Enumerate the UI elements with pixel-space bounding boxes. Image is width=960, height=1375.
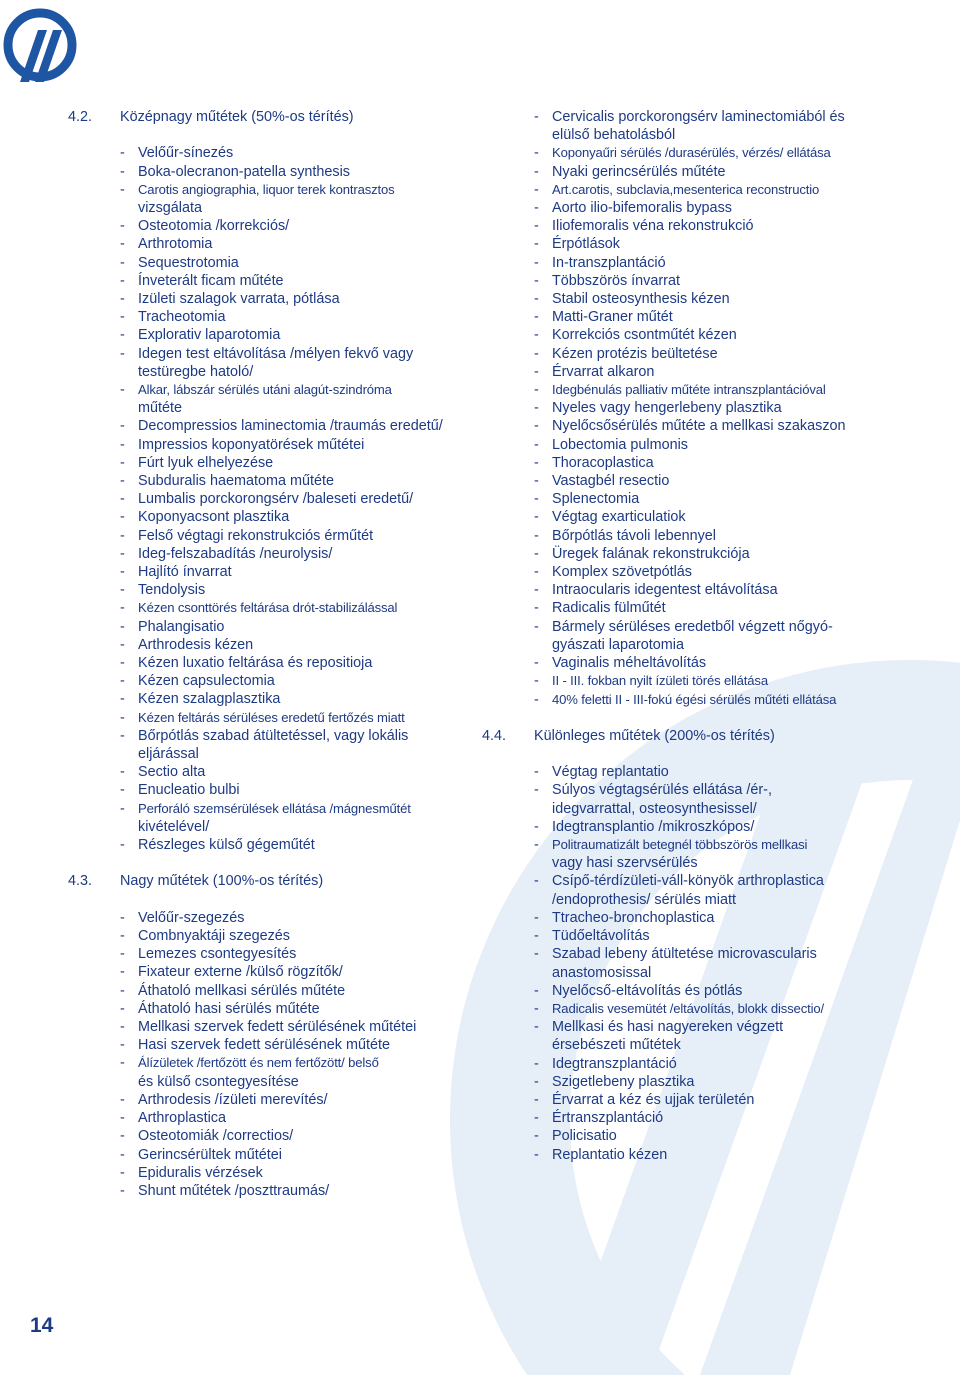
list-item-text: Arthrotomia (138, 236, 213, 253)
list-item (68, 599, 488, 617)
list-item-text: Arthrodesis kézen (138, 636, 254, 653)
list-item-text: Súlyos végtagsérülés ellátása /ér-, (552, 782, 772, 799)
list-item (482, 527, 902, 545)
list-item (68, 836, 488, 854)
list-item (482, 654, 902, 672)
list-item (68, 217, 488, 235)
list-item-text: Lumbalis porckorongsérv /baleseti eredetű/ (138, 491, 414, 508)
list-item-text-continued: anastomosissal (552, 964, 652, 981)
list-item (68, 381, 488, 417)
list-item-text: Fúrt lyuk elhelyezése (138, 454, 274, 471)
list-item (68, 1018, 488, 1036)
list-item-text: Osteotomiák /correctios/ (138, 1128, 294, 1145)
list-item (482, 872, 902, 908)
list-item-text: Kézen csonttörés feltárása drót-stabilizálással (138, 600, 398, 616)
list-item-text: Thoracoplastica (552, 454, 654, 471)
list-item (482, 144, 902, 162)
list-item-text: Art.carotis, subclavia,mesenterica reconstructio (552, 181, 820, 197)
right-column (482, 108, 902, 1164)
list-item (68, 672, 488, 690)
list-item (482, 836, 902, 872)
list-item-text-continued: /endoprothesis/ sérülés miatt (552, 891, 736, 908)
list-item-text: Bőrpótlás szabad átültetéssel, vagy lokális (138, 727, 409, 744)
list-item (68, 636, 488, 654)
list-item-text: Tendolysis (138, 582, 206, 599)
list-item (68, 581, 488, 599)
list-item (482, 672, 902, 690)
list-item (68, 709, 488, 727)
list-item (68, 254, 488, 272)
list-item-text: Velőűr-szegezés (138, 909, 245, 926)
list-item-text: Idegtranszplantáció (552, 1055, 677, 1072)
list-item (68, 1164, 488, 1182)
list-item (68, 1127, 488, 1145)
list-item-text-continued: gyászati laparotomia (552, 636, 684, 653)
list-item-text: Kézen capsulectomia (138, 673, 275, 690)
list-item (68, 472, 488, 490)
list-item-text: Velőűr-sínezés (138, 145, 234, 162)
list-item (68, 436, 488, 454)
list-item (482, 599, 902, 617)
list-item (68, 308, 488, 326)
list-item (68, 1091, 488, 1109)
list-item-text: Nyelőcső-eltávolítás és pótlás (552, 982, 743, 999)
section-4-2-list (68, 144, 488, 854)
list-item (482, 326, 902, 344)
list-item-text: Komplex szövetpótlás (552, 564, 692, 581)
list-item-text: Ínveterált ficam műtéte (138, 272, 284, 289)
list-item (68, 1054, 488, 1090)
list-item-text: Radicalis fülműtét (552, 600, 666, 617)
list-item-text: Szabad lebeny átültetése microvascularis (552, 946, 817, 963)
list-item-text: Explorativ laparotomia (138, 327, 281, 344)
list-item-text: Felső végtagi rekonstrukciós érműtét (138, 527, 374, 544)
list-item-text: Hajlító ínvarrat (138, 564, 232, 581)
list-item (482, 345, 902, 363)
list-item-text: Alkar, lábszár sérülés utáni alagút-szindróma (138, 382, 392, 398)
section-title: Különleges műtétek (200%-os térítés) (534, 727, 775, 744)
list-item-text: Érvarrat alkaron (552, 363, 655, 380)
list-item (68, 800, 488, 836)
list-item-text: Korrekciós csontműtét kézen (552, 327, 737, 344)
list-item-text: Kézen feltárás sérüléses eredetű fertőzés miatt (138, 709, 405, 725)
list-item (482, 781, 902, 817)
list-item-text: Aorto ilio-bifemoralis bypass (552, 200, 732, 217)
list-item-text: Többszörös ínvarrat (552, 272, 680, 289)
list-item (482, 235, 902, 253)
list-item-text-continued: testüregbe hatoló/ (138, 363, 254, 380)
list-item (68, 454, 488, 472)
section-number: 4.4. (482, 727, 507, 744)
list-item (482, 217, 902, 235)
list-item-text-continued: műtéte (138, 400, 182, 417)
list-item-text: Kézen protézis beültetése (552, 345, 718, 362)
list-item-text: Epiduralis vérzések (138, 1164, 263, 1181)
list-item-text: Érpótlások (552, 236, 620, 253)
list-item (482, 181, 902, 199)
list-item (482, 927, 902, 945)
section-title: Nagy műtétek (100%-os térítés) (120, 873, 324, 890)
list-item-text-continued: kivételével/ (138, 818, 210, 835)
list-item (68, 527, 488, 545)
list-item (482, 545, 902, 563)
list-item (482, 581, 902, 599)
list-item (68, 417, 488, 435)
list-item (482, 254, 902, 272)
list-item-text: Sequestrotomia (138, 254, 239, 271)
list-item-text-continued: vizsgálata (138, 199, 202, 216)
list-item-text: Mellkasi szervek fedett sérülésének műtétei (138, 1019, 417, 1036)
list-item-text: Bőrpótlás távoli lebennyel (552, 527, 716, 544)
list-item-text: Replantatio kézen (552, 1146, 668, 1163)
list-item (482, 472, 902, 490)
left-column (68, 108, 488, 1200)
list-item (482, 1055, 902, 1073)
list-item-text: Perforáló szemsérülések ellátása /mágnesműtét (138, 800, 411, 816)
list-item-text-continued: érsebészeti műtétek (552, 1037, 681, 1054)
list-item (68, 1109, 488, 1127)
list-item (482, 490, 902, 508)
list-item (482, 199, 902, 217)
list-item (68, 1000, 488, 1018)
list-item (482, 308, 902, 326)
list-item (68, 763, 488, 781)
list-item (482, 618, 902, 654)
list-item-text: Hasi szervek fedett sérülésének műtéte (138, 1037, 390, 1054)
list-item (68, 1182, 488, 1200)
section-number: 4.3. (68, 873, 93, 890)
bank-logo-icon (0, 0, 80, 90)
list-item (68, 927, 488, 945)
list-item (68, 326, 488, 344)
list-item-text: Policisatio (552, 1128, 617, 1145)
list-item (482, 945, 902, 981)
list-item-text: Sectio alta (138, 764, 206, 781)
list-item-text-continued: idegvarrattal, osteosynthesissel/ (552, 800, 757, 817)
section-4-4-list (482, 763, 902, 1163)
list-item (482, 108, 902, 144)
page-number: 14 (30, 1314, 54, 1337)
list-item (68, 144, 488, 162)
section-4-3-list (68, 909, 488, 1200)
list-item (68, 345, 488, 381)
list-item-text: Subduralis haematoma műtéte (138, 473, 334, 490)
list-item-text: Arthroplastica (138, 1110, 226, 1127)
list-item-text: 40% feletti II - III-fokú égési sérülés műtéti ellátása (552, 691, 837, 707)
section-4-2-heading (68, 108, 488, 126)
list-item (482, 163, 902, 181)
section-number: 4.2. (68, 109, 93, 125)
list-item-text: Áthatoló hasi sérülés műtéte (138, 1000, 320, 1017)
list-item-text: Részleges külső gégeműtét (138, 837, 315, 854)
list-item-text: Tüdőeltávolítás (552, 928, 650, 945)
list-item (482, 563, 902, 581)
list-item (482, 417, 902, 435)
list-item (68, 654, 488, 672)
list-item-text: Kézen luxatio feltárása és repositioja (138, 655, 373, 672)
list-item (68, 781, 488, 799)
list-item-text: Vastagbél resectio (552, 473, 670, 490)
list-item (482, 436, 902, 454)
list-item (68, 727, 488, 763)
list-item-text: Idegtransplantio /mikroszkópos/ (552, 818, 755, 835)
list-item-text: Shunt műtétek /poszttraumás/ (138, 1182, 330, 1199)
list-item-text-continued: eljárással (138, 746, 199, 763)
list-item (68, 963, 488, 981)
list-item (482, 1073, 902, 1091)
list-item-text: Intraocularis idegentest eltávolítása (552, 582, 778, 599)
list-item-text: Matti-Graner műtét (552, 309, 673, 326)
list-item-text: Álízületek /fertőzött és nem fertőzött/ belső (138, 1055, 379, 1071)
list-item-text: Splenectomia (552, 491, 640, 508)
list-item-text: Izületi szalagok varrata, pótlása (138, 291, 340, 307)
section-4-3-heading (68, 872, 488, 890)
list-item (68, 235, 488, 253)
list-item (68, 163, 488, 181)
list-item (68, 272, 488, 290)
list-item (68, 563, 488, 581)
list-item (68, 909, 488, 927)
list-item (482, 1146, 902, 1164)
list-item-text: Idegbénulás palliativ műtéte intranszplantációval (552, 382, 826, 398)
list-item (482, 454, 902, 472)
list-item-text: Bármely sérüléses eredetből végzett nőgyó- (552, 618, 833, 635)
list-item-text: Koponyacsont plasztika (138, 509, 290, 526)
section-title: Középnagy műtétek (50%-os térítés) (120, 109, 354, 125)
list-item (482, 1091, 902, 1109)
list-item-text: Impressios koponyatörések műtétei (138, 436, 365, 453)
list-item-text: Lemezes csontegyesítés (138, 946, 297, 963)
list-item-text: Combnyaktáji szegezés (138, 928, 290, 945)
list-item (68, 945, 488, 963)
list-item (482, 763, 902, 781)
list-item-text: In-transzplantáció (552, 254, 666, 271)
list-item (482, 982, 902, 1000)
list-item-text: Lobectomia pulmonis (552, 436, 688, 453)
list-item-text: Értranszplantáció (552, 1110, 664, 1127)
list-item-text: Koponyaűri sérülés /durasérülés, vérzés/ ellátása (552, 145, 831, 161)
list-item-text: Áthatoló mellkasi sérülés műtéte (138, 982, 346, 999)
list-item (482, 272, 902, 290)
list-item-text: Ideg-felszabadítás /neurolysis/ (138, 545, 333, 562)
list-item-text: Csípő-térdízületi-váll-könyök arthroplastica (552, 873, 824, 890)
list-item (482, 1127, 902, 1145)
list-item (482, 399, 902, 417)
section-4-2-continued-list (482, 108, 902, 709)
list-item-text: Radicalis vesemütét /eltávolítás, blokk dissectio/ (552, 1000, 824, 1016)
list-item-text: Kézen szalagplasztika (138, 691, 281, 708)
list-item (482, 818, 902, 836)
list-item-text: Idegen test eltávolítása /mélyen fekvő vagy (138, 345, 414, 362)
list-item (68, 508, 488, 526)
list-item-text: Mellkasi és hasi nagyereken végzett (552, 1019, 784, 1036)
list-item-text: Politraumatizált betegnél többszörös mellkasi (552, 837, 808, 853)
list-item (482, 909, 902, 927)
list-item (482, 381, 902, 399)
section-4-4-heading (482, 727, 902, 745)
list-item-text-continued: és külső csontegyesítése (138, 1073, 299, 1090)
list-item (68, 290, 488, 308)
list-item (482, 691, 902, 709)
list-item-text: Gerincsérültek műtétei (138, 1146, 282, 1163)
list-item-text: Szigetlebeny plasztika (552, 1073, 695, 1090)
list-item (482, 1109, 902, 1127)
list-item (68, 1036, 488, 1054)
list-item (482, 1000, 902, 1018)
list-item-text: Érvarrat a kéz és ujjak területén (552, 1091, 755, 1108)
list-item-text: Osteotomia /korrekciós/ (138, 218, 290, 235)
list-item-text-continued: elülső behatolásból (552, 127, 676, 144)
list-item (482, 290, 902, 308)
list-item (68, 618, 488, 636)
list-item-text: Arthrodesis /ízületi merevítés/ (138, 1091, 328, 1108)
list-item-text: Decompressios laminectomia /traumás eredetű/ (138, 418, 443, 435)
list-item-text: Boka-olecranon-patella synthesis (138, 163, 350, 180)
list-item (68, 1146, 488, 1164)
list-item-text: Iliofemoralis véna rekonstrukció (552, 218, 754, 235)
list-item-text: Carotis angiographia, liquor terek kontrasztos (138, 181, 395, 197)
list-item-text: Vaginalis méheltávolítás (552, 655, 707, 672)
list-item-text: Végtag exarticulatiok (552, 509, 686, 526)
list-item (68, 181, 488, 217)
list-item-text: Phalangisatio (138, 618, 225, 635)
list-item-text: Tracheotomia (138, 309, 226, 326)
list-item-text: Nyeles vagy hengerlebeny plasztika (552, 400, 782, 417)
list-item-text: Fixateur externe /külső rögzítők/ (138, 964, 343, 981)
list-item (68, 545, 488, 563)
list-item-text: Nyelőcsősérülés műtéte a mellkasi szakaszon (552, 418, 846, 435)
list-item-text: Végtag replantatio (552, 764, 669, 781)
list-item-text: Ttracheo-bronchoplastica (552, 909, 715, 926)
list-item (482, 508, 902, 526)
list-item-text-continued: vagy hasi szervsérülés (552, 855, 698, 872)
list-item-text: Enucleatio bulbi (138, 782, 240, 799)
list-item (68, 490, 488, 508)
list-item-text: Cervicalis porckorongsérv laminectomiából és (552, 109, 845, 125)
list-item-text: Stabil osteosynthesis kézen (552, 291, 730, 308)
list-item-text: II - III. fokban nyilt ízületi törés ellátása (552, 673, 768, 689)
list-item (482, 1018, 902, 1054)
list-item (68, 690, 488, 708)
list-item-text: Nyaki gerincsérülés műtéte (552, 163, 726, 180)
list-item (482, 363, 902, 381)
list-item-text: Üregek falának rekonstrukciója (552, 545, 750, 562)
list-item (68, 982, 488, 1000)
